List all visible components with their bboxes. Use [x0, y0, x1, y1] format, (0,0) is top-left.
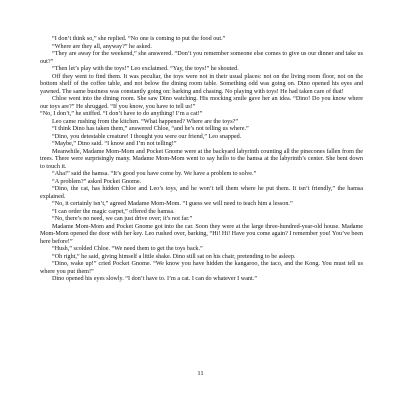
- paragraph: Off they went to find them. It was peculiar, the toys were not in their usual places: not on the living room floor, not on the bottom shelf of the coffee table, and not below the dining room table. Something odd was going on. Dino opened his eyes and yawned. The same business was constantly going on: barking and chasing. No playing with toys! He had taken care of that!: [40, 73, 363, 95]
- paragraph: Dino opened his eyes slowly. “I don’t have to. I’m a cat. I can do whatever I want.”: [52, 276, 257, 282]
- paragraph: “A problem?” asked Pocket Gnome.: [52, 178, 142, 185]
- paragraph: “Dino, you detestable creature! I thought you were our friend,” Leo snapped.: [52, 133, 242, 140]
- paragraph: Leo came rushing from the kitchen. “What happened? Where are the toys?”: [52, 118, 239, 125]
- paragraph: “No, there’s no need, we can just drive over; it’s not far.”: [52, 216, 193, 222]
- page-number: 11: [197, 370, 204, 377]
- paragraph: “Then let’s play with the toys!” Leo exclaimed. “Yay, the toys!” he shouted.: [52, 66, 239, 72]
- paragraph: “Oh right,” he said, giving himself a little shake. Dino still sat on his chair, pretending to be asleep.: [52, 253, 296, 260]
- paragraph: “No, I don’t,” he sniffed. “I don’t have to do anything! I’m a cat!”: [40, 111, 203, 117]
- paragraph: “Dino, wake up!” cried Pocket Gnome. “We know you have hidden the kangaroo, the taco, and the Kong. You must tell us where you put them!”: [40, 261, 363, 275]
- paragraph: “No, it certainly isn’t,” agreed Madame Mom-Mom. “I guess we will need to teach him a lesson.”: [52, 201, 293, 207]
- paragraph: “Dino, the cat, has hidden Chloe and Leo’s toys, and he won’t tell them where he put them. It isn’t friendly,” the hamsa explained.: [40, 186, 363, 200]
- paragraph: “They are away for the weekend,” she answered. “Don’t you remember someone else comes to give us our dinner and take us out?”: [40, 51, 363, 65]
- paragraph: “Hush,” scolded Chloe. “We need them to get the toys back.”: [52, 246, 203, 252]
- paragraph: “I can order the magic carpet,” offered the hamsa.: [52, 208, 175, 215]
- paragraph: “I think Dino has taken them,” answered Chloe, “and he’s not telling us where.”: [52, 126, 249, 132]
- paragraph: Chloe went into the dining room. She saw Dino watching. His mocking smile gave her an idea. “Dino! Do you know where our toys are?” He shrugged. “If you know, you have to tell us!”: [40, 96, 363, 110]
- body-text: [40, 36, 363, 284]
- paragraph: Meanwhile, Madame Mom-Mom and Pocket Gnome were at the backyard labyrinth counting all the pinecones fallen from the trees. There were surprisingly many. Madame Mom-Mom went to say hello to the hamsa at the labyrinth’s center. She bent down to touch it.: [40, 148, 363, 170]
- paragraph: Madame Mom-Mom and Pocket Gnome got into the car. Soon they were at the large three-hundred-year-old house. Madame Mom-Mom opened the door with her key. Leo rushed over, barking, “Hi! Hi! Have you come again? I remember you! You’ve been here before!”: [40, 223, 363, 245]
- paragraph: “Aha!” said the hamsa. “It’s good you have come by. We have a problem to solve.”: [52, 171, 257, 177]
- paragraph: “Maybe,” Dino said. “I know and I’m not telling!”: [52, 141, 177, 147]
- paragraph: “I don’t think so,” she replied. “No one is coming to put the food out.”: [52, 36, 226, 42]
- paragraph: “Where are they all, anyway?” he asked.: [52, 43, 152, 50]
